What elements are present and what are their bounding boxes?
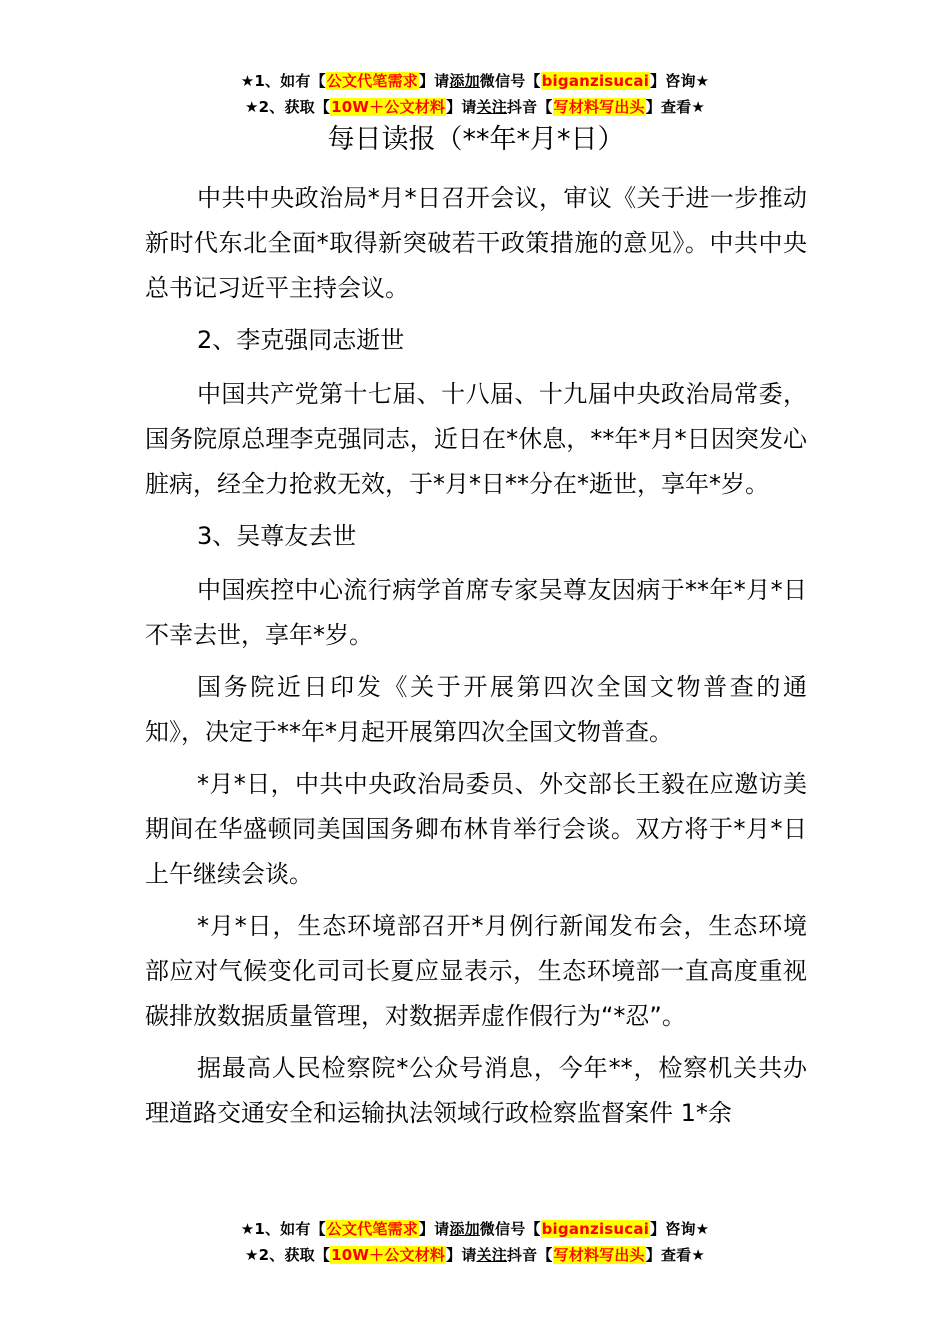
banner-text: 】请 — [418, 72, 450, 90]
highlight-douyin: 写材料写出头 — [553, 1246, 645, 1264]
paragraph: 中共中央政治局*月*日召开会议，审议《关于进一步推动新时代东北全面*取得新突破若干政策措施的意见》。中共中央总书记习近平主持会议。 — [145, 184, 807, 302]
banner-text: 微信号【 — [479, 72, 541, 90]
banner-text: ★2、获取【 — [245, 1246, 331, 1264]
highlight-materials: 10W＋公文材料 — [331, 98, 446, 116]
paragraph: 中国共产党第十七届、十八届、十九届中央政治局常委，国务院原总理李克强同志，近日在*休息，**年*月*日因突发心脏病，经全力抢救无效，于*月*日**分在*逝世，享年*岁。 — [145, 380, 807, 498]
paragraph: *月*日，中共中央政治局委员、外交部长王毅在应邀访美期间在华盛顿同美国国务卿布林肯举行会谈。双方将于*月*日上午继续会谈。 — [145, 770, 807, 888]
highlight-materials: 10W＋公文材料 — [331, 1246, 446, 1264]
banner-line-2 — [0, 94, 950, 120]
banner-line-1 — [0, 1216, 950, 1242]
banner-text: ★1、如有【 — [240, 72, 326, 90]
banner-text: 抖音【 — [506, 98, 553, 116]
banner-text: 】咨询★ — [650, 1220, 710, 1238]
highlight-douyin: 写材料写出头 — [553, 98, 645, 116]
section-heading: 2、李克强同志逝世 — [197, 326, 405, 354]
banner-text: 】查看★ — [645, 1246, 705, 1264]
paragraph: 据最高人民检察院*公众号消息，今年**，检察机关共办理道路交通安全和运输执法领域行政检察监督案件 1*余 — [145, 1054, 807, 1127]
highlight-service: 公文代笔需求 — [326, 72, 418, 90]
top-banner — [0, 68, 950, 120]
section-heading: 3、吴尊友去世 — [197, 522, 357, 550]
banner-text: 】查看★ — [645, 98, 705, 116]
banner-text: 抖音【 — [506, 1246, 553, 1264]
banner-underlined-text: 关注 — [476, 98, 507, 116]
highlight-wechat-id: biganzisucai — [541, 72, 650, 90]
document-body — [145, 118, 807, 1143]
document-title: 每日读报（**年*月*日） — [327, 124, 625, 155]
banner-underlined-text: 关注 — [476, 1246, 507, 1264]
banner-text: 】请 — [446, 98, 477, 116]
highlight-wechat-id: biganzisucai — [541, 1220, 650, 1238]
paragraph: 中国疾控中心流行病学首席专家吴尊友因病于**年*月*日不幸去世，享年*岁。 — [145, 576, 807, 649]
paragraph: 国务院近日印发《关于开展第四次全国文物普查的通知》，决定于**年*月起开展第四次全国文物普查。 — [145, 673, 807, 746]
banner-text: ★1、如有【 — [240, 1220, 326, 1238]
banner-underlined-text: 添加 — [449, 72, 480, 90]
banner-underlined-text: 添加 — [449, 1220, 480, 1238]
highlight-service: 公文代笔需求 — [326, 1220, 418, 1238]
paragraph: *月*日，生态环境部召开*月例行新闻发布会，生态环境部应对气候变化司司长夏应显表示，生态环境部一直高度重视碳排放数据质量管理，对数据弄虚作假行为“*忍”。 — [145, 912, 807, 1030]
banner-line-2 — [0, 1242, 950, 1268]
bottom-banner — [0, 1216, 950, 1268]
banner-text: 】请 — [446, 1246, 477, 1264]
banner-text: 】咨询★ — [650, 72, 710, 90]
banner-text: 】请 — [418, 1220, 450, 1238]
banner-text: ★2、获取【 — [245, 98, 331, 116]
banner-text: 微信号【 — [479, 1220, 541, 1238]
banner-line-1 — [0, 68, 950, 94]
